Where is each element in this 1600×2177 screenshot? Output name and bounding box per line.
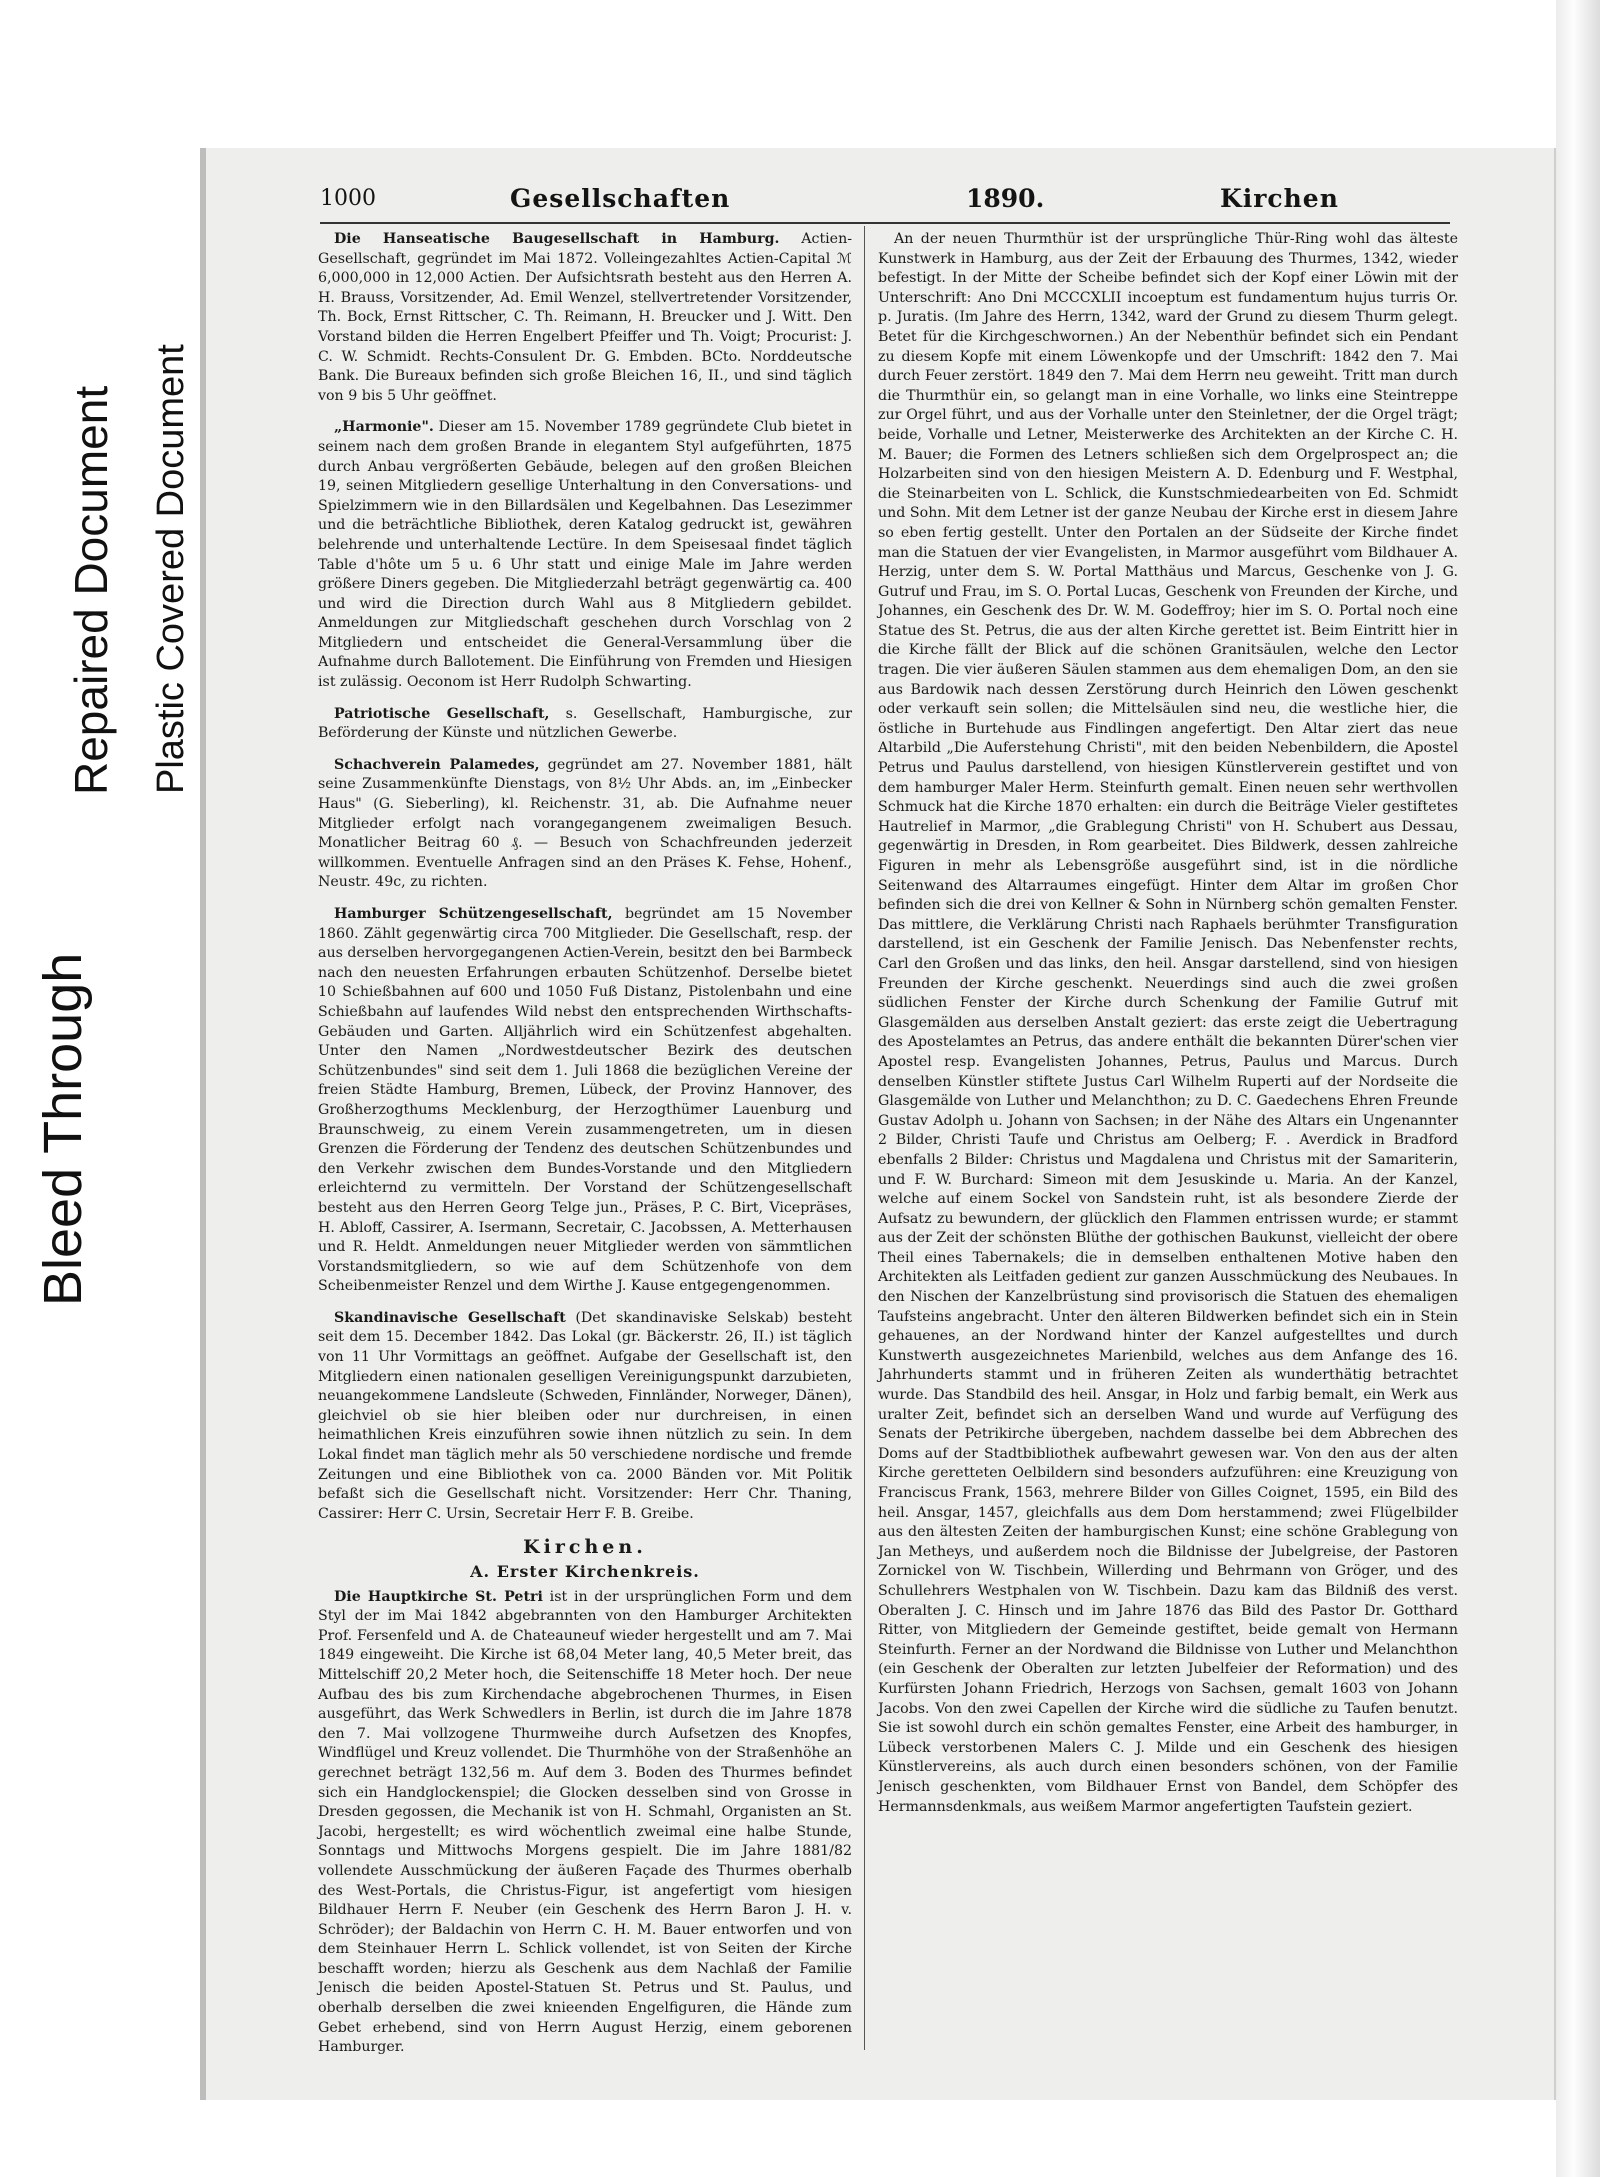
entry-text: Actien-Gesellschaft, gegründet im Mai 1872. Volleingezahltes Actien-Capital ℳ 6,000,000 in 12,000 Actien. Der Aufsichtsrath besteht aus den Herren A. H. Brauss, Vorsitzender, Ad. Emil Wenzel, stellvertretender Vorsitzender, Th. Bock, Ernst Rittscher, C. Th. Reimann, H. Breucker und J. Witt. Den Vorstand bilden die Herren Engelbert Pfeiffer und Th. Voigt; Procurist: J. C. W. Schmidt. Rechts-Consulent Dr. G. Embden. BCto. Norddeutsche Bank. Die Bureaux befinden sich große Bleichen 16, II., und sind täglich von 9 bis 5 Uhr geöffnet. <box>318 231 853 404</box>
entry-text: gegründet am 27. November 1881, hält seine Zusammenkünfte Dienstags, von 8½ Uhr Abds. an, im „Einbecker Haus" (G. Sieberling), kl. Reichenstr. 31, ab. Die Aufnahme neuer Mitglieder erfolgt nach vorangegangenem zweimaligen Besuch. Monatlicher Beitrag 60 ₰. — Besuch von Schachfreunden jederzeit willkommen. Eventuelle Anfragen sind an den Präses K. Fehse, Hohenf., Neustr. 49c, zu richten. <box>318 756 852 891</box>
page-header <box>320 182 1450 224</box>
entry-baugesellschaft <box>318 230 852 406</box>
entry-harmonie <box>318 418 852 692</box>
entry-text: ist in der ursprünglichen Form und dem Styl der im Mai 1842 abgebrannten von den Hamburger Architekten Prof. Fersenfeld und A. de Chateauneuf wieder hergestellt und am 7. Mai 1849 eingeweiht. Die Kirche ist 68,04 Meter lang, 40,5 Meter breit, das Mittelschiff 20,2 Meter hoch, die Seitenschiffe 18 Meter hoch. Der neue Aufbau des bis zum Kirchendache abgebrochenen Thurmes, in Eisen ausgeführt, das Werk Schwedlers in Berlin, ist durch die im Jahre 1878 den 7. Mai vollzogene Thurmweihe durch Aufsetzen des Knopfes, Windflügel und Kreuz vollendet. Die Thurmhöhe von der Straßenhöhe an gerechnet beträgt 132,56 m. Auf dem 3. Boden des Thurmes befindet sich ein Handglockenspiel; die Glocken desselben sind von Grosse in Dresden gegossen, die Mechanik ist von H. Schmahl, Organisten an St. Jacobi, hergestellt; es wird wöchentlich zweimal eine halbe Stunde, Sonntags und Mittwochs Morgens gespielt. Die im Jahre 1881/82 vollendete Ausschmückung der äußeren Façade des Thurmes oberhalb des West-Portals, die Christus-Figur, ist angefertigt vom hiesigen Bildhauer Herrn F. Neuber (ein Geschenk des Herrn Baron J. H. v. Schröder); der Baldachin von Herrn C. H. M. Bauer entworfen und von dem Steinhauer Herrn L. Schlick vollendet, ist von Seiten der Kirche beschafft worden; hierzu als Geschenk aus dem Nachlaß der Familie Jenisch die beiden Apostel-Statuen St. Petrus und St. Paulus, und oberhalb derselben die zwei knieenden Engelfiguren, die Hände zum Gebet erhebend, sind von Herrn August Herzig, einem geborenen Hamburger. <box>318 1588 852 2056</box>
repaired-document-label: Repaired Document <box>65 385 117 795</box>
entry-patriotische <box>318 705 852 744</box>
side-labels <box>0 0 220 1320</box>
entry-text: Dieser am 15. November 1789 gegründete Club bietet in seinem nach dem großen Brande in elegantem Styl aufgeführten, 1875 durch Anbau vergrößerten Gebäude, belegen auf den großen Bleichen 19, seinen Mitgliedern gesellige Unterhaltung in den Conversations- und Spielzimmern wie in den Billardsälen und Kegelbahnen. Das Lesezimmer und die beträchtliche Bibliothek, deren Katalog gedruckt ist, gewähren belehrende und unterhaltende Lectüre. In dem Speisesaal findet täglich Table d'hôte um 5 u. 6 Uhr statt und einige Male im Jahre werden größere Diners gegeben. Die Mitgliederzahl beträgt gegenwärtig ca. 400 und wird die Direction durch Wahl aus 8 Mitgliedern gebildet. Anmeldungen zur Mitgliedschaft geschehen durch Vorschlag von 2 Mitgliedern und entscheidet die General-Versammlung über die Aufnahme durch Ballotement. Die Einführung von Fremden und Hiesigen ist zulässig. Oeconom ist Herr Rudolph Schwarting. <box>318 419 852 691</box>
left-column <box>318 230 852 2070</box>
scanned-page <box>200 148 1556 2100</box>
section-title: Kirchen. <box>523 1536 647 1559</box>
entry-title: Skandinavische Gesellschaft <box>334 1309 566 1326</box>
entry-text: s. Gesellschaft, Hamburgische, zur Beförderung der Künste und nützlichen Gewerbe. <box>318 705 852 742</box>
running-title-left: Gesellschaften <box>510 184 731 213</box>
page-number: 1000 <box>320 186 376 211</box>
entry-title: Die Hanseatische Baugesellschaft in Hamburg. <box>334 231 780 247</box>
entry-st-petri <box>318 1588 852 2058</box>
scanner-edge-shadow <box>1556 0 1600 2177</box>
entry-schuetzengesellschaft <box>318 905 852 1297</box>
running-title-right: Kirchen <box>1220 184 1339 213</box>
entry-text: begründet am 15 November 1860. Zählt gegenwärtig circa 700 Mitglieder. Die Gesellschaft, resp. der aus derselben hervorgegangenen Actien-Verein, besitzt den bei Barmbeck nach den neuesten Erfahrungen erbauten Schützenhof. Derselbe bietet 10 Schießbahnen auf 600 und 1050 Fuß Distanz, Pistolenbahn und eine Schießbahn auf laufendes Wild nebst den entsprechenden Wirthschafts-Gebäuden und Garten. Alljährlich wird ein Schützenfest abgehalten. Unter den Namen „Nordwestdeutscher Bezirk des deutschen Schützenbundes" sind seit dem 1. Juli 1868 die bezüglichen Vereine der freien Städte Hamburg, Bremen, Lübeck, der Provinz Hannover, des Großherzogthums Mecklenburg, der Herzogthümer Lauenburg und Braunschweig, zu einem Verein zusammengetreten, um in diesen Grenzen die Förderung der Tendenz des deutschen Schützenbundes und den Verkehr zwischen dem Bundes-Vorstande und den Mitgliedern erleichternd zu vermitteln. Der Vorstand der Schützengesellschaft besteht aus den Herren Georg Telge jun., Präses, P. C. Birt, Vicepräses, H. Abloff, Cassirer, A. Isermann, Secretair, C. Jacobssen, A. Metterhausen und R. Heldt. Anmeldungen neuer Mitglieder werden von sämmtlichen Vorstandsmitgliedern, so wie auf dem Schützenhofe von dem Scheibenmeister Renzel und dem Wirthe J. Kause entgegengenommen. <box>318 906 852 1295</box>
column-divider <box>864 226 865 2050</box>
right-column <box>878 230 1458 1829</box>
entry-skandinavische <box>318 1309 852 1525</box>
entry-title: Die Hauptkirche St. Petri <box>334 1588 543 1605</box>
entry-title: „Harmonie". <box>334 419 434 436</box>
entry-text: (Det skandinaviske Selskab) besteht seit dem 15. December 1842. Das Lokal (gr. Bäckerstr. 26, II.) ist täglich von 11 Uhr Vormittags an geöffnet. Aufgabe der Gesellschaft ist, den Mitgliedern einen nationalen geselligen Vereinigungspunkt darzubieten, neuangekommene Landsleute (Schweden, Finnländer, Norweger, Dänen), gleichviel ob sie hier bleiben oder nur durchreisen, in einen heimathlichen Kreis einzuführen sowie ihnen nützlich zu sein. In dem Lokal findet man täglich mehr als 50 verschiedene nordische und fremde Zeitungen und eine Bibliothek von ca. 2000 Bänden vor. Mit Politik befaßt sich die Gesellschaft nicht. Vorsitzender: Herr Chr. Thaning, Cassirer: Herr C. Ursin, Secretair Herr F. B. Greibe. <box>318 1309 853 1522</box>
entry-title: Patriotische Gesellschaft, <box>334 705 550 722</box>
entry-schachverein <box>318 756 852 893</box>
header-year: 1890. <box>966 184 1045 213</box>
subsection-title: A. Erster Kirchenkreis. <box>470 1562 700 1581</box>
plastic-covered-label: Plastic Covered Document <box>150 344 192 794</box>
entry-title: Hamburger Schützengesellschaft, <box>334 906 613 922</box>
entry-title: Schachverein Palamedes, <box>334 756 540 773</box>
bleed-through-label: Bleed Through <box>33 952 93 1306</box>
st-petri-continued: An der neuen Thurmthür ist der ursprüngliche Thür-Ring wohl das älteste Kunstwerk in Hamburg, aus der Zeit der Erbauung des Thurmes, 1342, wieder befestigt. In der Mitte der Scheibe befindet sich der Kopf einer Löwin mit der Unterschrift: Ano Dni MCCCXLII incoeptum est fundamentum hujus turris Or. p. Juratis. (Im Jahre des Herrn, 1342, ward der Grund zu diesem Thurm gelegt. Betet für die Kirchgeschwornen.) An der Nebenthür befindet sich ein Pendant zu diesem Kopfe mit einem Löwenkopfe und der Umschrift: 1842 den 7. Mai durch Feuer zerstört. 1849 den 7. Mai dem Herrn neu geweiht. Tritt man durch die Thurmthür ein, so gelangt man in eine Vorhalle, wo links eine Steintreppe zur Orgel führt, und aus der Vorhalle unter den Steinletner, der die Orgel trägt; beide, Vorhalle und Letner, Meisterwerke des Architekten an der Kirche C. H. M. Bauer; die Formen des Letners schließen sich dem Orgelprospect an; die Holzarbeiten sind von den hiesigen Meistern A. D. Edenburg und F. Westphal, die Steinarbeiten von L. Schlick, die Kunstschmiedearbeiten von Ed. Schmidt und Sohn. Mit dem Letner ist der ganze Neubau der Kirche erst in diesem Jahre so eben fertig gestellt. Unter den Portalen an der Südseite der Kirche findet man die Statuen der vier Evangelisten, in Marmor ausgeführt vom Bildhauer A. Herzig, unter dem S. W. Portal Matthäus und Marcus, Geschenke von J. G. Gutruf und Frau, im S. O. Portal Lucas, Geschenk von Freunden der Kirche, und Johannes, ein Geschenk des Dr. W. M. Godeffroy; hier im S. O. Portal noch eine Statue des St. Petrus, die aus der alten Kirche gerettet ist. Beim Eintritt hier in die Kirche fällt der Blick auf die schönen Granitsäulen, welche den Lector tragen. Die vier äußeren Säulen stammen aus dem ehemaligen Dom, an den sie aus Bardowik nach dessen Zerstörung durch Heinrich den Löwen geschenkt oder verkauft sein sollen; die Mittelsäulen sind neu, die westliche hier, die östliche in Burtehude aus Findlingen angefertigt. Den Altar ziert das neue Altarbild „Die Auferstehung Christi", mit den beiden Nebenbildern, die Apostel Petrus und Paulus darstellend, von hiesigen Künstlerverein gestiftet und von dem hamburger Maler Herm. Steinfurth gemalt. Einen neuen sehr werthvollen Schmuck hat die Kirche 1870 erhalten: ein durch die Beiträge Vieler gestiftetes Hautrelief in Marmor, „die Grablegung Christi" von H. Schubert aus Dessau, gegenwärtig in Dresden, in Rom gearbeitet. Dies Bildwerk, dessen zahlreiche Figuren in mehr als Lebensgröße ausgeführt sind, ist in die nördliche Seitenwand des Altarraumes eingefügt. Hinter dem Altar im großen Chor befinden sich die drei von Kellner & Sohn in Nürnberg schön gemalten Fenster. Das mittlere, die Verklärung Christi nach Raphaels berühmter Transfiguration darstellend, ist ein Geschenk der Familie Jenisch. Das Nebenfenster rechts, Carl den Großen und das links, den heil. Ansgar darstellend, sind von hiesigen Freunden der Kirche geschenkt. Neuerdings sind auch die zwei großen südlichen Fenster der Kirche durch Schenkung der Familie Gutruf mit Glasgemälden aus derselben Anstalt geziert: das erste zeigt die Uebertragung des Apostelamtes an Petrus, das andere enthält die bekannten Dürer'schen vier Apostel resp. Evangelisten Johannes, Petrus, Paulus und Marcus. Durch denselben Künstler stiftete Justus Carl Wilhelm Ruperti auf der Nordseite die Glasgemälde von Luther und Melanchthon; zu D. C. Gaedechens Ehren Freunde Gustav Adolph u. Johann von Sachsen; in der Nähe des Altars ein Ungenannter 2 Bilder, Christi Taufe und Christus am Oelberg; F. . Averdick in Bradford ebenfalls 2 Bilder: Christus und Magdalena und Christus mit der Samariterin, und F. W. Burchard: Simeon mit dem Jesuskinde u. Maria. An der Kanzel, welche auf einem Sockel von Sandstein ruht, ist als besondere Zierde der Aufsatz zu bewundern, der glücklich den Flammen entrissen wurde; er stammt aus der Zeit der schönsten Blüthe der gothischen Baukunst, vielleicht der obere Theil eines Tabernakels; die in demselben enthaltenen Motive haben den Architekten als Leitfaden gedient zur ganzen Ausschmückung des Neubaues. In den Nischen der Kanzelbrüstung sind provisorisch die Statuen des ehemaligen Taufsteins angebracht. Unter den älteren Bildwerken befindet sich ein in Stein gehauenes, an der Nordwand hinter der Kanzel aufgestelltes und durch Kunstwerth ausgezeichnetes Marienbild, welches aus dem Anfange des 16. Jahrhunderts stammt und in früheren Zeiten als wunderthätig betrachtet wurde. Das Standbild des heil. Ansgar, in Holz und farbig bemalt, ein Werk aus uralter Zeit, befindet sich an derselben Wand und wurde auf Verfügung des Senats der Petrikirche übergeben, nachdem dasselbe bei dem Abbrechen des Doms auf der Stadtbibliothek aufbewahrt gewesen war. Von den aus der alten Kirche geretteten Oelbildern sind besonders aufzuführen: eine Kreuzigung von Franciscus Frank, 1563, mehrere Bilder von Gilles Coignet, 1595, ein Bild des heil. Ansgar, 1457, gleichfalls aus dem Dom herstammend; zwei Flügelbilder aus den ältesten Zeiten der hamburgischen Kunst; eine schöne Grablegung von Jan Metheys, und außerdem noch die Bildnisse der Jubelgreise, der Pastoren Zornickel von W. Tischbein, Willerding und Behrmann von Gröger, und des Schullehrers Westphalen von W. Tischbein. Dazu kam das Bildniß des verst. Oberalten J. C. Hinsch und im Jahre 1876 das Bild des Pastor Dr. Gotthard Ritter, von Mitgliedern der Gemeinde gestiftet, beide gemalt von Hermann Steinfurth. Ferner an der Nordwand die Bildnisse von Luther und Melanchthon (ein Geschenk der Oberalten zur letzten Jubelfeier der Reformation) und des Kurfürsten Johann Friedrich, Herzogs von Sachsen, gemalt 1603 von Johann Jacobs. Von den zwei Capellen der Kirche wird die südliche zu Taufen benutzt. Sie ist sowohl durch ein schön gemaltes Fenster, eine Arbeit des hamburger, in Lübeck verstorbenen Malers C. J. Milde und ein Geschenk des hiesigen Künstlervereins, als auch durch einen besonders schönen, von der Familie Jenisch geschenkten, vom Bildhauer Ernst von Bandel, dem Schöpfer des Hermannsdenkmals, aus weißem Marmor angefertigten Taufstein geziert. <box>878 231 1458 1815</box>
